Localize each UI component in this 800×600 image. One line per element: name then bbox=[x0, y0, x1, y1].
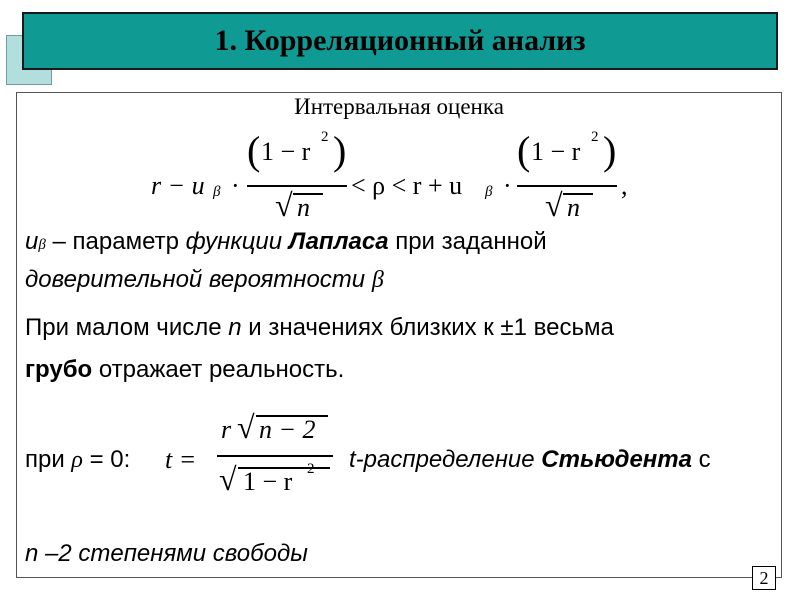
line1-part1: – параметр bbox=[45, 228, 186, 255]
sqrt-symbol-1: √ bbox=[275, 187, 293, 223]
line2-beta: β bbox=[371, 267, 384, 293]
text-line-6 bbox=[25, 539, 308, 569]
frac1-denominator: n bbox=[297, 193, 310, 222]
t-den-sqrt: 1 − r bbox=[243, 467, 293, 496]
sqrt-symbol-4: √ bbox=[219, 461, 237, 497]
frac1-numerator: 1 − r bbox=[261, 137, 311, 166]
student-term: Стьюдента bbox=[541, 446, 692, 473]
line6-text: n –2 степенями свободы bbox=[25, 540, 308, 567]
line1-part4: при заданной bbox=[388, 228, 547, 255]
line1-part2: функции bbox=[185, 228, 289, 255]
line4-rest: отражает реальность. bbox=[92, 356, 345, 383]
text-line-1 bbox=[25, 227, 547, 260]
t-den-exp: 2 bbox=[307, 461, 315, 477]
text-line-4 bbox=[25, 355, 344, 385]
line4-bold: грубо bbox=[25, 356, 93, 383]
fraction-2: ( 1 − r 2 ) √ n bbox=[517, 128, 617, 223]
frac2-exp: 2 bbox=[591, 129, 599, 145]
t-prefix: при bbox=[25, 446, 72, 473]
text-line-5 bbox=[349, 445, 711, 475]
fraction-1: ( 1 − r 2 ) √ n bbox=[247, 128, 347, 223]
t-cond: = 0: bbox=[82, 446, 131, 473]
t-rho: ρ bbox=[71, 447, 83, 473]
formula-relation: < ρ < r + u bbox=[351, 171, 463, 200]
formula-trailing: , bbox=[621, 171, 628, 200]
line3-n: n bbox=[228, 314, 242, 341]
line5-part2: с bbox=[692, 446, 711, 473]
beta-subscript: β bbox=[38, 237, 46, 253]
frac1-line bbox=[247, 185, 347, 187]
page-number: 2 bbox=[752, 566, 776, 590]
line5-part1: -распределение bbox=[355, 446, 542, 473]
frac2-numerator: 1 − r bbox=[531, 137, 581, 166]
frac2-line bbox=[517, 185, 617, 187]
formula-beta-2: β bbox=[485, 184, 493, 200]
line5-t: t bbox=[349, 446, 356, 473]
interval-formula bbox=[17, 128, 781, 231]
text-line-t-formula bbox=[25, 445, 130, 475]
frac2-denominator: n bbox=[567, 193, 580, 222]
sqrt-symbol-3: √ bbox=[237, 409, 255, 445]
line2-text: доверительной вероятности bbox=[25, 266, 372, 293]
title-bar bbox=[22, 12, 778, 70]
content-box bbox=[16, 92, 782, 578]
formula-beta-1: β bbox=[213, 184, 221, 200]
line3-part2: и значениях близких к ±1 весьма bbox=[241, 314, 614, 341]
text-line-2 bbox=[25, 265, 384, 295]
t-eq: t = bbox=[165, 445, 197, 474]
frac1-exp: 2 bbox=[321, 129, 329, 145]
line3-part1: При малом числе bbox=[25, 314, 229, 341]
subheading: Интервальная оценка bbox=[294, 94, 504, 119]
text-line-3 bbox=[25, 313, 614, 343]
t-num-sqrt: n − 2 bbox=[259, 415, 316, 444]
slide-title: 1. Корреляционный анализ bbox=[214, 24, 586, 57]
t-formula bbox=[165, 405, 355, 505]
t-frac-line bbox=[217, 455, 333, 457]
laplace-term: Лапласа bbox=[288, 228, 389, 255]
u-symbol: u bbox=[25, 228, 39, 255]
formula-dot-2: · bbox=[503, 171, 512, 200]
formula-dot-1: · bbox=[231, 171, 240, 200]
t-num-r: r bbox=[221, 415, 232, 444]
sqrt-symbol-2: √ bbox=[545, 187, 563, 223]
formula-left-expr: r − u bbox=[151, 171, 205, 200]
